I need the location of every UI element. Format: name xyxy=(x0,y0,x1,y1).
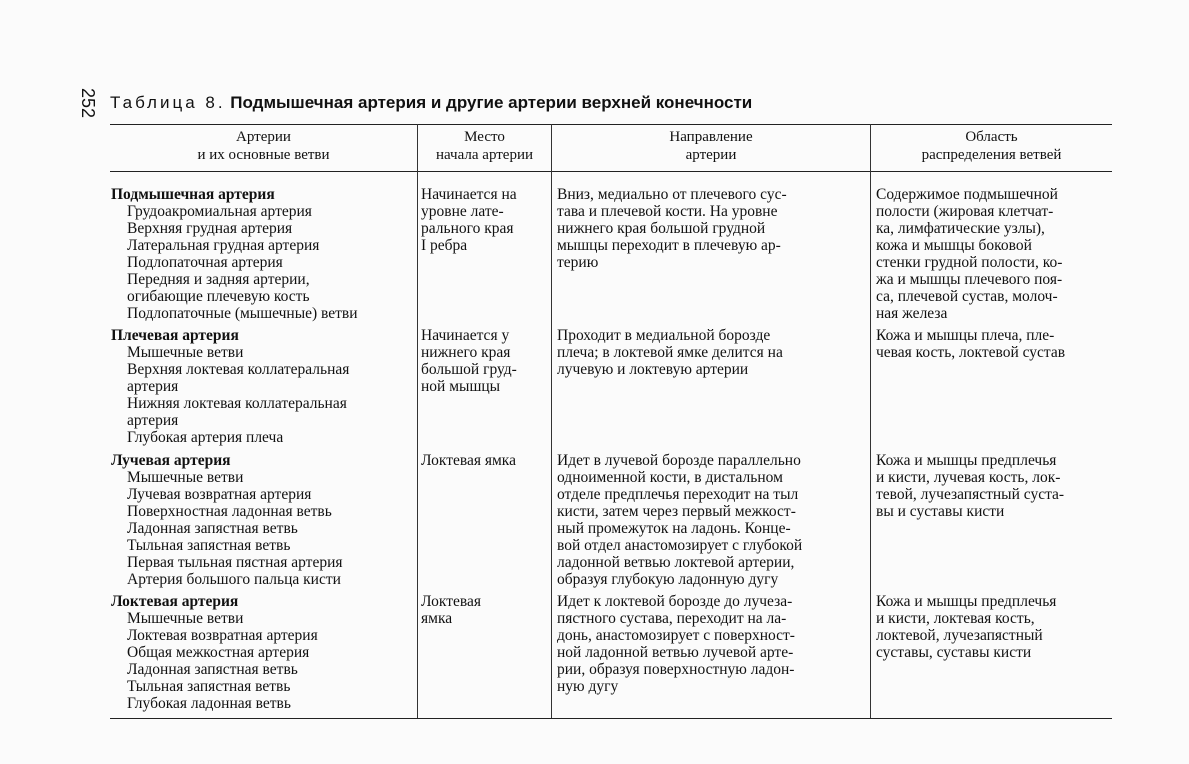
branch-item: Первая тыльная пястная артерия xyxy=(127,554,343,571)
origin-cell-axillary: Начинается на уровне лате- рального края I ребра xyxy=(421,186,517,254)
branch-item: Мышечные ветви xyxy=(127,610,244,627)
column-header-direction: Направление артерии xyxy=(669,129,753,163)
branch-item: Глубокая ладонная ветвь xyxy=(127,695,291,712)
artery-cell-ulnar xyxy=(111,593,416,712)
column-header-origin: Место начала артерии xyxy=(435,129,534,163)
branch-item: Поверхностная ладонная ветвь xyxy=(127,503,332,520)
branch-item: Верхняя локтевая коллатеральная xyxy=(127,361,350,378)
table-top-rule xyxy=(110,124,1112,125)
artery-cell-radial xyxy=(111,452,416,588)
branch-item: Глубокая артерия плеча xyxy=(127,429,284,446)
page-number: 252 xyxy=(78,87,98,119)
branch-item: Локтевая возвратная артерия xyxy=(127,627,318,644)
branch-item: Тыльная запястная ветвь xyxy=(127,537,291,554)
direction-cell-ulnar: Идет к локтевой борозде до лучеза- пястного сустава, переходит на ла- донь, анастомозирует с поверхност- ной ладонной ветвью лучевой арте- рии, образуя поверхностную ладон- ную дугу xyxy=(557,593,795,695)
branch-item: Подлопаточная артерия xyxy=(127,254,283,271)
branch-item: артерия xyxy=(127,412,179,429)
artery-name: Плечевая артерия xyxy=(111,327,239,344)
column-divider xyxy=(551,124,552,718)
branch-item: Латеральная грудная артерия xyxy=(127,237,320,254)
branch-item: Передняя и задняя артерии, xyxy=(127,271,310,288)
distribution-cell-ulnar: Кожа и мышцы предплечья и кисти, локтевая кость, локтевой, лучезапястный суставы, суставы кисти xyxy=(876,593,1057,661)
branch-item: Грудоакромиальная артерия xyxy=(127,203,312,220)
table-caption: Подмышечная артерия и другие артерии верхней конечности xyxy=(230,93,753,112)
branch-item: Верхняя грудная артерия xyxy=(127,220,293,237)
branch-item: артерия xyxy=(127,378,179,395)
branch-item: Мышечные ветви xyxy=(127,469,244,486)
table-number: Таблица 8. xyxy=(110,93,226,112)
artery-name: Лучевая артерия xyxy=(111,452,231,469)
branch-item: Ладонная запястная ветвь xyxy=(127,661,298,678)
direction-cell-brachial: Проходит в медиальной борозде плеча; в локтевой ямке делится на лучевую и локтевую артерии xyxy=(557,327,783,378)
header-bottom-rule xyxy=(110,171,1112,172)
branch-item: Общая межкостная артерия xyxy=(127,644,310,661)
artery-cell-axillary xyxy=(111,186,416,322)
origin-cell-radial: Локтевая ямка xyxy=(421,452,516,469)
artery-name: Локтевая артерия xyxy=(111,593,239,610)
distribution-cell-radial: Кожа и мышцы предплечья и кисти, лучевая кость, лок- тевой, лучезапястный суста- вы и суставы кисти xyxy=(876,452,1065,520)
distribution-cell-axillary: Содержимое подмышечной полости (жировая клетчат- ка, лимфатические узлы), кожа и мышцы боковой стенки грудной полости, ко- жа и мышцы плечевого поя- са, плечевой сустав, молоч- ная железа xyxy=(876,186,1063,322)
column-divider xyxy=(870,124,871,718)
origin-cell-brachial: Начинается у нижнего края большой груд- ной мышцы xyxy=(421,327,517,395)
direction-cell-axillary: Вниз, медиально от плечевого сус- тава и плечевой кости. На уровне нижнего края большой грудной мышцы переходит в плечевую ар- терию xyxy=(557,186,787,271)
branch-item: Артерия большого пальца кисти xyxy=(127,571,341,588)
branch-item: Тыльная запястная ветвь xyxy=(127,678,291,695)
artery-cell-brachial xyxy=(111,327,416,446)
branch-item: Лучевая возвратная артерия xyxy=(127,486,312,503)
origin-cell-ulnar: Локтевая ямка xyxy=(421,593,481,627)
table-bottom-rule xyxy=(110,718,1112,719)
direction-cell-radial: Идет в лучевой борозде параллельно одноименной кости, в дистальном отделе предплечья переходит на тыл кисти, затем через первый межкост- ный промежуток на ладонь. Конце- вой отдел анастомозирует с глубокой ладонной ветвью локтевой артерии, образуя глубокую ладонную дугу xyxy=(557,452,803,588)
branch-item: Нижняя локтевая коллатеральная xyxy=(127,395,347,412)
column-header-distribution: Область распределения ветвей xyxy=(921,129,1062,163)
artery-name: Подмышечная артерия xyxy=(111,186,275,203)
distribution-cell-brachial: Кожа и мышцы плеча, пле- чевая кость, локтевой сустав xyxy=(876,327,1066,361)
column-header-arteries: Артерии и их основные ветви xyxy=(197,129,330,163)
branch-item: Мышечные ветви xyxy=(127,344,244,361)
branch-item: огибающие плечевую кость xyxy=(127,288,310,305)
branch-item: Ладонная запястная ветвь xyxy=(127,520,298,537)
branch-item: Подлопаточные (мышечные) ветви xyxy=(127,305,358,322)
table-title xyxy=(110,92,1110,114)
column-divider xyxy=(417,124,418,718)
